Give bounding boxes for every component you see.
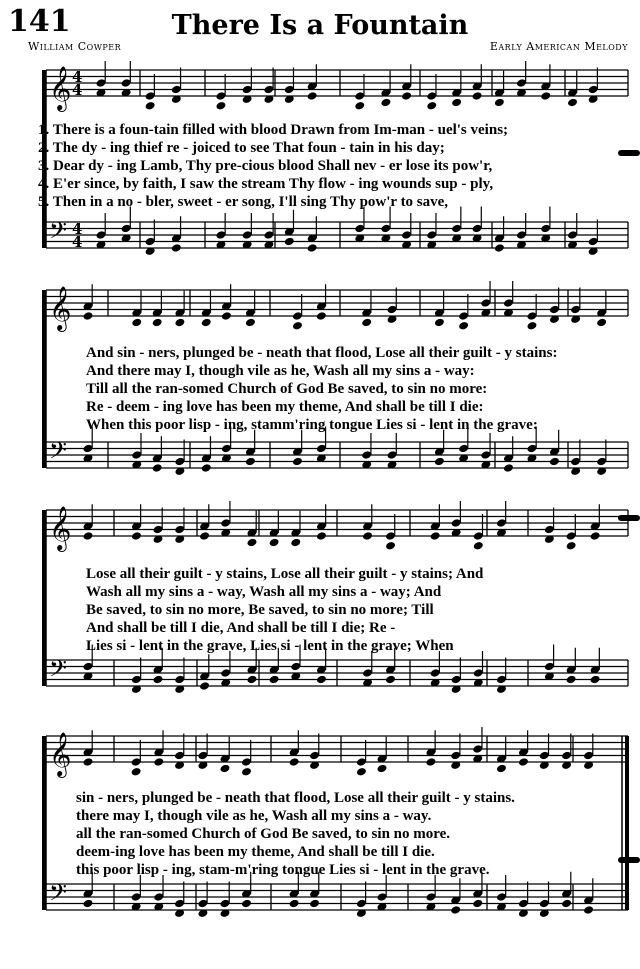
lyric-text: there may I, though vile as he, Wash all my sins a - way. [76,808,432,824]
lyric-text: 2. The dy - ing thief re - joiced to see That foun - tain in his day; [38,140,445,156]
note-head [316,531,327,541]
note-head [290,538,301,548]
note-head [451,98,462,108]
lyric-text: And sin - ners, plunged be - neath that flood, Lose all their guilt - y stains: [86,345,558,361]
bass-clef-icon: 𝄢 [49,436,68,470]
time-signature-top: 4 [72,220,83,238]
author-credit: William Cowper [28,40,122,53]
note-head [316,311,327,321]
treble-clef-icon: 𝄞 [49,66,72,110]
note-head [174,318,185,328]
note-head [289,899,300,909]
note-head [590,675,601,685]
page-edge-mark [618,150,640,156]
note-head [450,905,461,915]
note-head [362,531,373,541]
note-head [596,318,607,328]
note-head [354,101,365,111]
treble-clef-icon: 𝄞 [49,506,72,550]
note-head [494,243,505,253]
hymn-number: 141 [8,4,71,39]
note-head [221,311,232,321]
lyric-text: And shall be till I die, And shall be till I die; Re - [86,620,396,636]
note-head [526,321,537,331]
note-head [246,675,257,685]
time-signature-bottom: 4 [72,81,83,99]
note-head [83,311,94,321]
note-head [220,764,231,774]
note-head [289,757,300,767]
lyric-text: deem-ing love has been my theme, And shall be till I die. [76,844,435,860]
note-head [131,767,142,777]
lyric-text: Till all the ran-somed Church of God Be saved, to sin no more: [86,381,488,397]
lyric-text: Be saved, to sin no more, Be saved, to sin no more; Till [86,602,434,618]
note-head [425,757,436,767]
lyric-text: Wash all my sins a - way, Wash all my sins a - way; And [86,584,442,600]
note-head [434,457,445,467]
bass-clef-icon: 𝄢 [49,878,68,912]
lyric-text: And there may I, though vile as he, Wash all my sins a - way: [86,363,475,379]
note-head [426,101,437,111]
bass-clef-icon: 𝄢 [49,654,68,688]
note-head [152,463,163,473]
note-head [430,531,441,541]
note-head [246,538,257,548]
note-head [377,764,388,774]
note-head [309,899,320,909]
tune-credit: Early American Melody [489,40,628,53]
time-signature-top: 4 [72,68,83,86]
note-head [385,675,396,685]
final-barline-thick [625,736,629,910]
time-signature-bottom: 4 [72,233,83,251]
note-head [83,899,94,909]
lyric-text: 4. E'er since, by faith, I saw the stream Thy flow - ing wounds sup - ply, [38,176,494,192]
note-head [549,457,560,467]
lyric-text: this poor lisp - ing, stam-m'ring tongue Lies si - lent in the grave. [76,862,490,878]
lyric-text: all the ran-somed Church of God Be saved, to sin no more. [76,826,451,842]
note-head [385,541,396,551]
note-head [292,457,303,467]
note-head [199,681,210,691]
note-head [361,318,372,328]
treble-staff [46,70,628,96]
note-head [131,531,142,541]
system-brace [42,510,46,686]
bass-clef-icon: 𝄢 [49,216,68,250]
note-head [284,237,295,247]
page-edge-mark [618,857,640,863]
note-head [269,675,280,685]
note-head [245,318,256,328]
note-head [472,91,483,101]
note-head [356,767,367,777]
note-head [215,101,226,111]
note-head [316,675,327,685]
note-head [494,98,505,108]
note-head [145,101,156,111]
system-brace [42,736,46,910]
note-head [245,457,256,467]
lyric-text: sin - ners, plunged be - neath that flood, Lose all their guilt - y stains. [76,790,515,806]
lyric-text: Re - deem - ing love has been my theme, And shall be till I die: [86,399,484,415]
page-edge-mark [618,515,640,521]
note-head [380,98,391,108]
note-head [518,757,529,767]
lyric-text: Lies si - lent in the grave, Lies si - lent in the grave; When [86,638,454,654]
note-head [401,91,412,101]
note-head [153,757,164,767]
hymn-title: There Is a Fountain [171,10,469,41]
treble-clef-icon: 𝄞 [49,286,72,330]
lyric-text: When this poor lisp - ing, stamm'ring tongue Lies si - lent in the grave: [86,417,538,433]
note-head [434,318,445,328]
note-head [201,463,212,473]
system-brace [42,290,46,468]
system-2-staves [0,270,640,490]
note-head [561,899,572,909]
note-head [583,905,594,915]
note-head [131,318,142,328]
note-head [566,541,577,551]
note-head [83,531,94,541]
note-head [153,675,164,685]
note-head [83,757,94,767]
note-head [269,538,280,548]
note-head [292,321,303,331]
note-head [503,463,514,473]
lyric-text: 5. Then in a no - bler, sweet - er song, I'll sing Thy pow'r to save, [38,194,449,210]
note-head [472,899,483,909]
note-head [590,531,601,541]
note-head [458,321,469,331]
treble-clef-icon: 𝄞 [49,732,72,776]
lyric-text: 1. There is a foun-tain filled with blood Drawn from Im-man - uel's veins; [38,122,509,138]
note-head [307,243,318,253]
lyric-text: Lose all their guilt - y stains, Lose all their guilt - y stains; And [86,566,484,582]
note-head [307,91,318,101]
note-head [171,243,182,253]
note-head [496,764,507,774]
note-head [567,98,578,108]
lyric-text: 3. Dear dy - ing Lamb, Thy pre-cious blood Shall nev - er lose its pow'r, [38,158,493,174]
note-head [241,899,252,909]
bass-staff [46,222,628,248]
note-head [152,318,163,328]
note-head [201,318,212,328]
note-head [199,531,210,541]
note-head [241,767,252,777]
note-head [566,675,577,685]
note-head [473,541,484,551]
note-head [540,91,551,101]
